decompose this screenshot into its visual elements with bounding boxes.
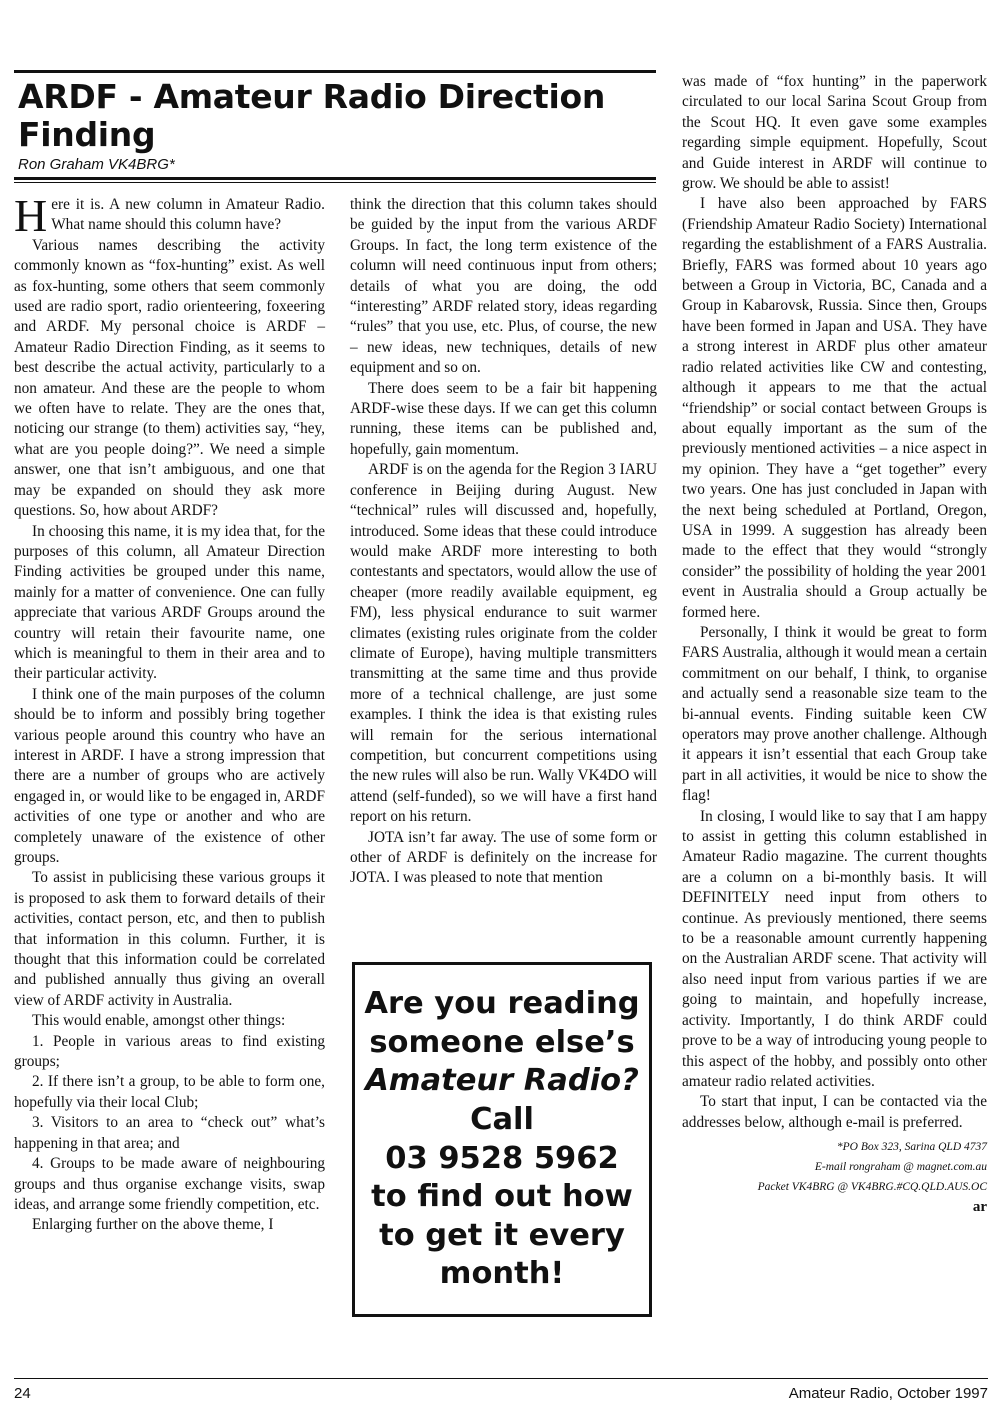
list-item: 1. People in various areas to find existing groups;	[14, 1032, 325, 1071]
paragraph: I have also been approached by FARS (Friendship Amateur Radio Society) International regarding the establishment of a FARS Australia. Briefly, FARS was formed about 10 years ago between a Group in Victoria, BC, Canada and a Group in Kabarovsk, Russia. Since then, Groups have been formed in Japan and USA. They have a strong interest in ARDF plus other amateur radio related activities like CW and contesting, although it appears to me that the actual “friendship” or social contact between Groups is about equally important as the sum of the previously mentioned activities – a nice aspect in my opinion. They have a “get together” every two years. One has just concluded in Japan with the next being scheduled at Portland, Oregon, USA in 1999. A suggestion has already been made to the effect that they would “strongly consider” the possibility of holding the year 2001 event in Australia should a Group actually be formed here.	[682, 195, 987, 621]
byline-rule	[14, 177, 656, 180]
paragraph: This would enable, amongst other things:	[32, 1012, 286, 1030]
ad-line: someone else’s	[369, 1024, 635, 1060]
ad-line: to find out how	[371, 1179, 633, 1215]
list-item: 2. If there isn’t a group, to be able to form one, hopefully via their local Club;	[14, 1073, 325, 1111]
footer-rule	[14, 1378, 988, 1379]
paragraph: Various names describing the activity commonly known as “fox-hunting” exist. As well as fox-hunting, some others that seem commonly used are radio sport, radio orienteering, foxeering and ARDF. My personal choice is ARDF – Amateur Radio Direction Finding, as it seems to best describe the actual activity, particularly to a non amateur. And these are the people to whom we often have to relate. They are the ones that, noticing our strange (to them) activities say, “hey, what are you people doing?”. We need a simple answer, one that isn’t ambiguous, and one that may be expanded on should they ask more questions. So, how about ARDF?	[14, 236, 325, 520]
paragraph: There does seem to be a fair bit happening ARDF-wise these days. If we can get this column running, these items can be published and, hopefully, gain momentum.	[350, 379, 657, 458]
paragraph: In closing, I would like to say that I am happy to assist in getting this column established in Amateur Radio magazine. The current thoughts are a column on a bi-monthly basis. It will DEFINITELY need input from others to continue. As previously mentioned, there seems to be a reasonable amount currently happening on the Australian ARDF scene. That activity will also need input from various parties if we are going to maintain, and hopefully increase, activity. Importantly, I do think ARDF could prove to be a way of introducing young people to this aspect of the hobby, and possibly onto other amateur radio related activities.	[682, 807, 987, 1090]
ad-phone: 03 9528 5962	[385, 1140, 619, 1176]
author-address: *PO Box 323, Sarina QLD 4737	[836, 1141, 987, 1154]
paragraph: To start that input, I can be contacted via the addresses below, although e-mail is preferred.	[682, 1093, 987, 1131]
list-item: 3. Visitors to an area to “check out” what’s happening in that area; and	[14, 1114, 325, 1152]
ad-line: Are you reading	[364, 986, 640, 1022]
column-2	[350, 195, 657, 889]
ad-line: Amateur Radio?	[365, 1063, 639, 1099]
list-item: 4. Groups to be made aware of neighbouring groups and thus organise exchange visits, swap ideas, and arrange some friendly competition, etc.	[14, 1155, 325, 1213]
column-3	[682, 72, 987, 1218]
byline: Ron Graham VK4BRG*	[18, 156, 175, 173]
paragraph: ARDF is on the agenda for the Region 3 IARU conference in Beijing during August. New “technical” rules will discussed and, hopefully, introduced. Some ideas that these could introduce would make ARDF more interesting to both contestants and spectators, would allow the use of cheaper (more readily available equipment, eg FM), less physical endurance to suit warmer climates (existing rules originate from the colder climate of Europe), having multiple transmitters transmitting at the same time and thus provide more of a technical challenge, are just some examples. I think the idea is that existing rules will remain for the serious international competition, but concurrent competitions using the new rules will also be run. Wally VK4DO will attend (self-funded), so we will have a first hand report on his return.	[350, 461, 657, 826]
paragraph-text: ere it is. A new column in Amateur Radio. What name should this column have?	[51, 196, 325, 234]
paragraph: JOTA isn’t far away. The use of some form or other of ARDF is definitely on the increase for JOTA. I was pleased to note that mention	[350, 828, 657, 887]
ad-line: Call	[470, 1101, 534, 1137]
drop-cap: H	[14, 190, 48, 241]
paragraph: I think one of the main purposes of the column should be to inform and possibly bring together various people around this country who have an interest in ARDF. I have a strong impression that there are a number of groups who are actively engaged in, or would like to be engaged in, ARDF activities of one type or another and who are completely unaware of the existence of other groups.	[14, 685, 325, 866]
author-email: E-mail rongraham @ magnet.com.au	[814, 1161, 987, 1174]
author-packet: Packet VK4BRG @ VK4BRG.#CQ.QLD.AUS.OC	[757, 1181, 987, 1194]
end-mark: ar	[972, 1199, 987, 1216]
byline-rule-thin	[14, 182, 656, 183]
paragraph: To assist in publicising these various groups it is proposed to ask them to forward details of their activities, contact person, etc, and then to publish that information in this column. Further, it is thought that this information could be correlated and published annually thus giving an overall view of ARDF activity in Australia.	[14, 869, 325, 1009]
paragraph: In choosing this name, it is my idea that, for the purposes of this column, all Amateur Direction Finding activities be grouped under this name, mainly for a matter of convenience. One can fully appreciate that various ARDF Groups around the country will retain their favourite name, one which is meaningful to them in their area and to their particular activity.	[14, 522, 325, 683]
ad-line: to get it every	[379, 1217, 625, 1253]
intro-paragraph	[14, 190, 325, 241]
paragraph: Enlarging further on the above theme, I	[32, 1216, 274, 1234]
paragraph: was made of “fox hunting” in the paperwork circulated to our local Sarina Scout Group from the Scout HQ. It even gave some examples regarding simple equipment. Hopefully, Scout and Guide interest in ARDF will continue to grow. We should be able to assist!	[682, 73, 987, 193]
paragraph: Personally, I think it would be great to form FARS Australia, although it would mean a certain commitment on our behalf, I think, to organise and actually send a reasonable size team to the bi-annual events. Finding suitable keen CW operators may prove another challenge. Although it appears it isn’t essential that each Group take part in all activities, it would be nice to show the flag!	[682, 623, 987, 805]
ad-line: month!	[439, 1256, 565, 1292]
page-number: 24	[14, 1385, 31, 1402]
column-1	[14, 190, 325, 1236]
article-title: ARDF - Amateur Radio Direction Finding	[18, 77, 606, 154]
paragraph: think the direction that this column takes should be guided by the input from the various ARDF Groups. In fact, the long term existence of the column will need continuous input from others; details of what you are doing, the odd “interesting” ARDF related story, ideas regarding “rules” that you use, etc. Plus, of course, the new – new ideas, new techniques, details of new equipment and so on.	[350, 196, 657, 377]
top-rule	[14, 70, 656, 73]
subscription-ad	[352, 962, 652, 1317]
publication-info: Amateur Radio, October 1997	[788, 1385, 988, 1402]
